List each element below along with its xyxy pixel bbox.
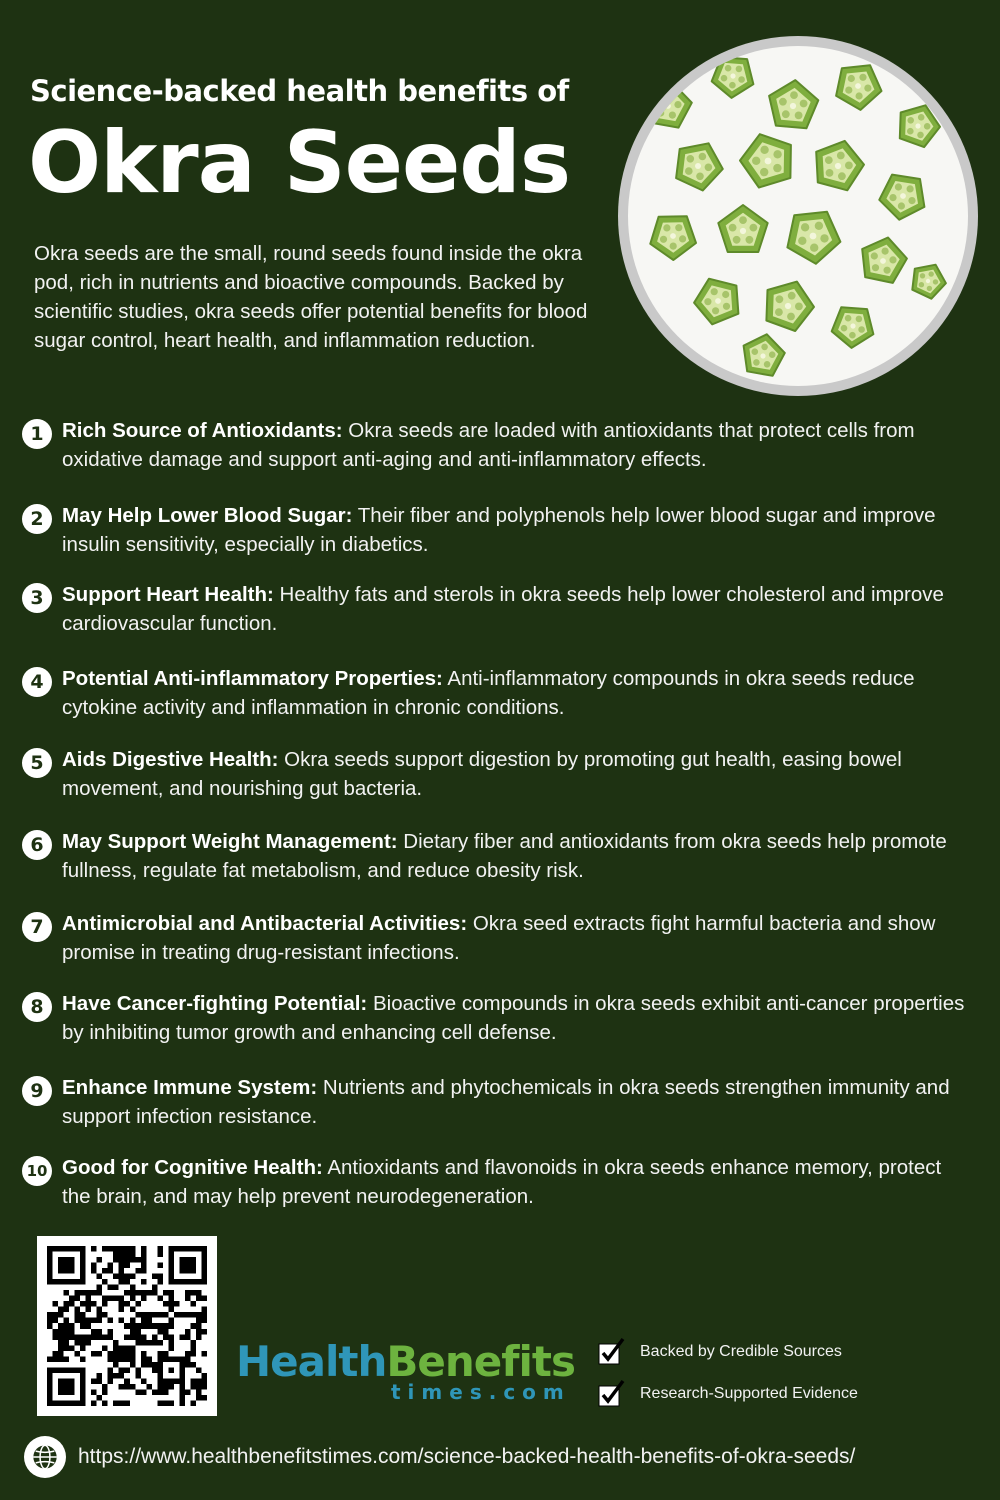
qr-code-icon (47, 1246, 207, 1406)
benefit-title: Aids Digestive Health: (62, 748, 279, 771)
header-subtitle: Science-backed health benefits of (30, 74, 569, 108)
okra-slice (879, 175, 924, 220)
qr-code[interactable] (37, 1236, 217, 1416)
okra-slice (718, 205, 767, 252)
intro-text: Okra seeds are the small, round seeds found inside the okra pod, rich in nutrients and bioactive compounds. Backed by scientific studies, okra seeds offer potential benefits for blood sugar control, heart health, and inflammation reduction. (34, 242, 588, 352)
benefit-number: 8 (22, 992, 52, 1022)
okra-slices-image (628, 46, 968, 386)
benefit-text: Anti-inflammatory compounds in okra seeds reduce cytokine activity and inflammation in chronic conditions. (62, 667, 915, 719)
benefit-text: Their fiber and polyphenols help lower blood sugar and improve insulin sensitivity, especially in diabetics. (62, 504, 936, 556)
okra-slice (912, 265, 946, 299)
benefit-text: Antioxidants and flavonoids in okra seeds enhance memory, protect the brain, and may help prevent neurodegeneration. (62, 1156, 942, 1208)
okra-slice (787, 212, 840, 264)
badge-credible-sources (596, 1337, 896, 1367)
badge-label: Backed by Credible Sources (640, 1343, 842, 1360)
benefit-number: 2 (22, 504, 52, 534)
okra-slice (832, 307, 874, 348)
okra-slice (712, 57, 754, 98)
benefit-number: 9 (22, 1076, 52, 1106)
okra-slice (766, 282, 814, 331)
benefit-title: Potential Anti-inflammatory Properties: (62, 667, 443, 690)
okra-slice (647, 82, 692, 127)
benefit-text: Okra seeds support digestion by promoting gut health, easing bowel movement, and nourishing gut bacteria. (62, 748, 902, 800)
benefit-title: May Help Lower Blood Sugar: (62, 504, 353, 527)
footer-url[interactable]: https://www.healthbenefitstimes.com/science-backed-health-benefits-of-okra-seeds/ (78, 1445, 856, 1468)
globe-icon (24, 1436, 66, 1478)
page-title: Okra Seeds (28, 113, 571, 213)
benefit-number: 6 (22, 830, 52, 860)
benefit-title: Rich Source of Antioxidants: (62, 419, 343, 442)
checkbox-check-icon (596, 1379, 626, 1409)
benefit-title: May Support Weight Management: (62, 830, 398, 853)
benefit-text: Nutrients and phytochemicals in okra seeds strengthen immunity and support infection resistance. (62, 1076, 950, 1128)
okra-slice (900, 105, 940, 147)
okra-slice (816, 141, 864, 190)
okra-slice (676, 143, 723, 190)
okra-slice (740, 134, 791, 187)
okra-slice (650, 216, 696, 260)
benefit-number: 4 (22, 667, 52, 697)
benefit-text: Dietary fiber and antioxidants from okra seeds help promote fullness, regulate fat metabolism, and reduce obesity risk. (62, 830, 947, 882)
site-logo (236, 1337, 586, 1410)
benefit-text: Bioactive compounds in okra seeds exhibit anti-cancer properties by inhibiting tumor growth and enhancing cell defense. (62, 992, 965, 1044)
okra-slice (744, 334, 785, 376)
benefit-number: 5 (22, 748, 52, 778)
benefit-number: 10 (22, 1156, 52, 1186)
benefit-text: Okra seeds are loaded with antioxidants that protect cells from oxidative damage and support anti-aging and anti-inflammatory effects. (62, 419, 915, 471)
logo-health: Health (236, 1337, 387, 1386)
benefit-number: 7 (22, 912, 52, 942)
okra-slice (862, 238, 907, 283)
logo-benefits: Benefits (386, 1337, 575, 1386)
benefit-number: 3 (22, 583, 52, 613)
benefit-title: Have Cancer-fighting Potential: (62, 992, 368, 1015)
benefit-number: 1 (22, 419, 52, 449)
benefit-title: Antimicrobial and Antibacterial Activities: (62, 912, 468, 935)
okra-slice (836, 65, 881, 110)
okra-slice (694, 279, 738, 325)
benefit-text: Healthy fats and sterols in okra seeds help lower cholesterol and improve cardiovascular function. (62, 583, 944, 635)
benefit-text: Okra seed extracts fight harmful bacteria and show promise in treating drug-resistant infections. (62, 912, 936, 964)
badge-label: Research-Supported Evidence (640, 1385, 858, 1402)
logo-domain: times.com (391, 1380, 571, 1404)
badge-research-evidence (596, 1379, 896, 1409)
benefit-title: Support Heart Health: (62, 583, 274, 606)
checkbox-check-icon (596, 1337, 626, 1367)
benefit-title: Good for Cognitive Health: (62, 1156, 323, 1179)
footer-link[interactable] (24, 1436, 855, 1478)
okra-photo (618, 36, 978, 396)
benefit-title: Enhance Immune System: (62, 1076, 318, 1099)
okra-slice (769, 80, 818, 128)
